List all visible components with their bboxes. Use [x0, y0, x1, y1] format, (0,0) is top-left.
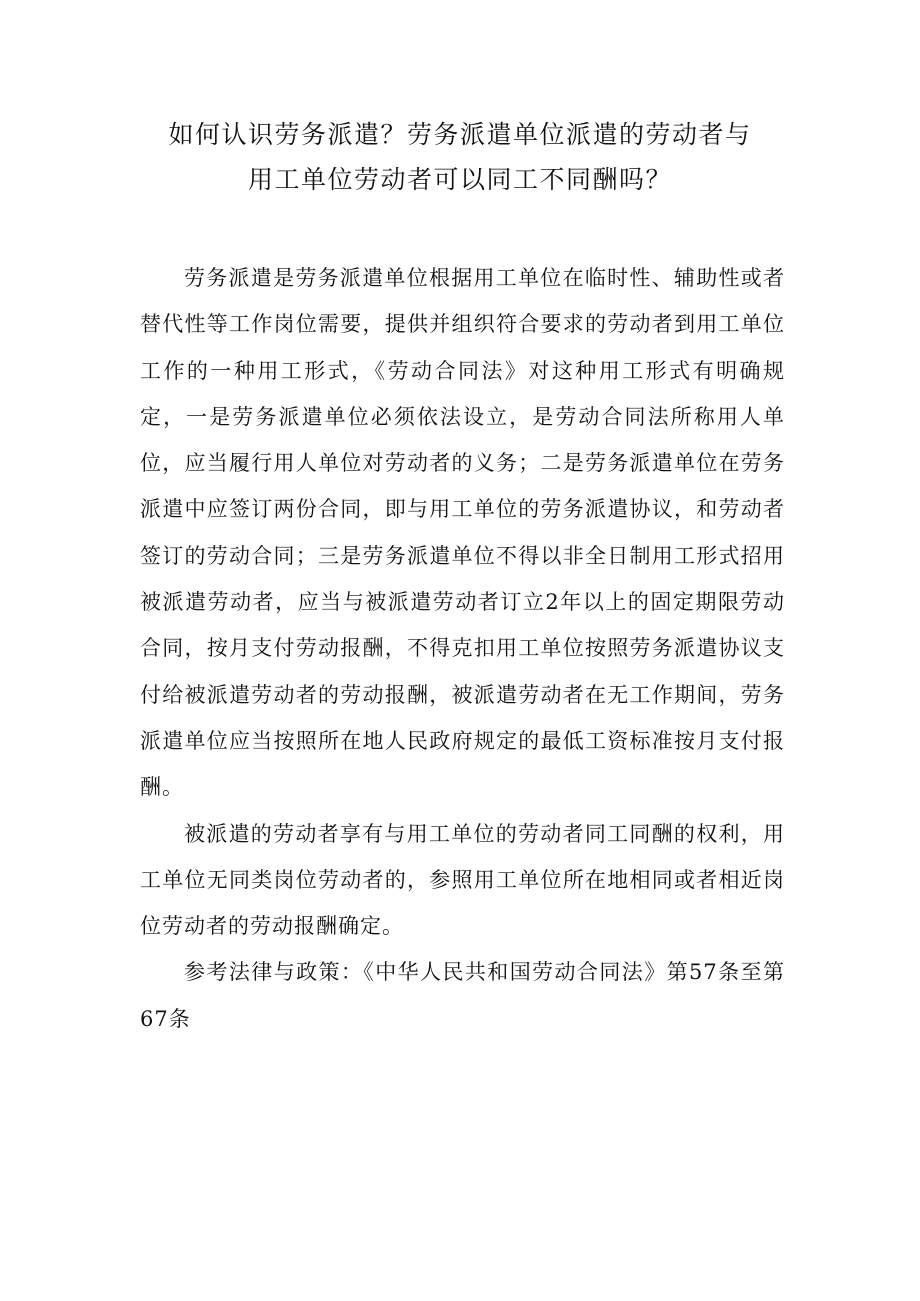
title-line-1: 如何认识劳务派遣？劳务派遣单位派遣的劳动者与 [168, 120, 752, 149]
paragraph-labor-dispatch-definition: 劳务派遣是劳务派遣单位根据用工单位在临时性、辅助性或者替代性等工作岗位需要，提供并组织符合要求的劳动者到用工单位工作的一种用工形式，《劳动合同法》对这种用工形式有明确规定，一是劳务派遣单位必须依法设立，是劳动合同法所称用人单位，应当履行用人单位对劳动者的义务；二是劳务派遣单位在劳务派遣中应签订两份合同，即与用工单位的劳务派遣协议，和劳动者签订的劳动合同；三是劳务派遣单位不得以非全日制用工形式招用被派遣劳动者，应当与被派遣劳动者订立2年以上的固定期限劳动合同，按月支付劳动报酬，不得克扣用工单位按照劳务派遣协议支付给被派遣劳动者的劳动报酬，被派遣劳动者在无工作期间，劳务派遣单位应当按照所在地人民政府规定的最低工资标准按月支付报酬。 [140, 266, 785, 800]
document-title [140, 112, 780, 202]
document-body [140, 255, 785, 1042]
title-line-2: 用工单位劳动者可以同工不同酬吗？ [247, 165, 672, 194]
paragraph-equal-pay: 被派遣的劳动者享有与用工单位的劳动者同工同酬的权利，用工单位无同类岗位劳动者的，参照用工单位所在地相同或者相近岗位劳动者的劳动报酬确定。 [140, 821, 785, 939]
paragraph-legal-reference: 参考法律与政策：《中华人民共和国劳动合同法》第57条至第67条 [140, 960, 785, 1031]
